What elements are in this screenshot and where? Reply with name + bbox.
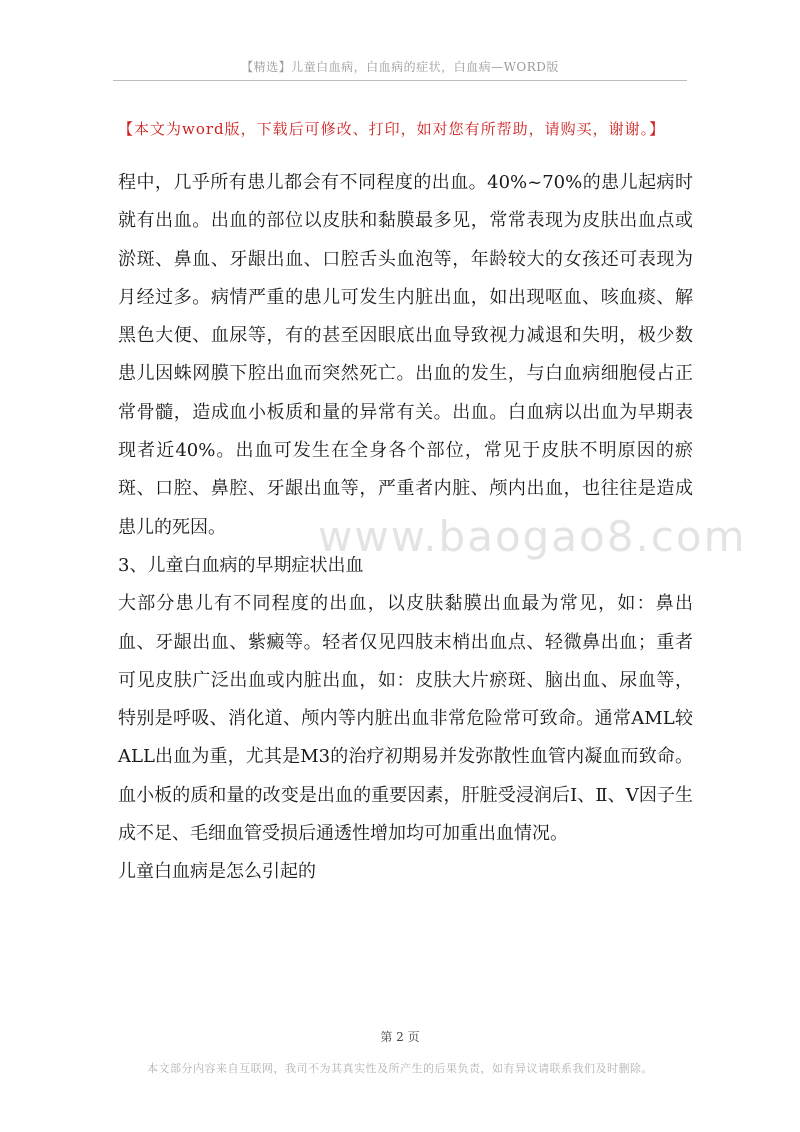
paragraph-bleeding-details: 大部分患儿有不同程度的出血，以皮肤黏膜出血最为常见，如：鼻出血、牙龈出血、紫癜等。轻者仅见四肢末梢出血点、轻微鼻出血；重者可见皮肤广泛出血或内脏出血，如：皮肤大片瘀斑、脑出血、尿血等，特别是呼吸、消化道、颅内等内脏出血非常危险常可致命。通常AML较ALL出血为重，尤其是M3的治疗初期易并发弥散性血管内凝血而致命。血小板的质和量的改变是出血的重要因素，肝脏受浸润后Ⅰ、Ⅱ、Ⅴ因子生成不足、毛细血管受损后通透性增加均可加重出血情况。 <box>118 593 693 845</box>
page-header: 【精选】儿童白血病，白血病的症状，白血病—WORD版 <box>241 60 559 74</box>
page-number: 第 2 页 <box>380 1030 420 1044</box>
section-heading-causes: 儿童白血病是怎么引起的 <box>118 861 316 883</box>
section-heading-early-symptoms: 3、儿童白血病的早期症状出血 <box>118 554 364 576</box>
body-text <box>118 164 693 892</box>
watermark-text: www.baogao8.com <box>318 512 747 561</box>
download-notice: 【本文为word版，下载后可修改、打印，如对您有所帮助，请购买，谢谢。】 <box>118 120 666 138</box>
header-divider <box>113 80 687 81</box>
page-footer-disclaimer: 本文部分内容来自互联网，我司不为其真实性及所产生的后果负责，如有异议请联系我们及时删除。 <box>147 1062 653 1075</box>
paragraph-bleeding-overview: 程中，几乎所有患儿都会有不同程度的出血。40%~70%的患儿起病时就有出血。出血的部位以皮肤和黏膜最多见，常常表现为皮肤出血点或淤斑、鼻血、牙龈出血、口腔舌头血泡等，年龄较大的女孩还可表现为月经过多。病情严重的患儿可发生内脏出血，如出现呕血、咳血痰、解黑色大便、血尿等，有的甚至因眼底出血导致视力减退和失明，极少数患儿因蛛网膜下腔出血而突然死亡。出血的发生，与白血病细胞侵占正常骨髓，造成血小板质和量的异常有关。出血。白血病以出血为早期表现者近40%。出血可发生在全身各个部位，常见于皮肤不明原因的瘀斑、口腔、鼻腔、牙龈出血等，严重者内脏、颅内出血，也往往是造成患儿的死因。 <box>118 172 693 538</box>
